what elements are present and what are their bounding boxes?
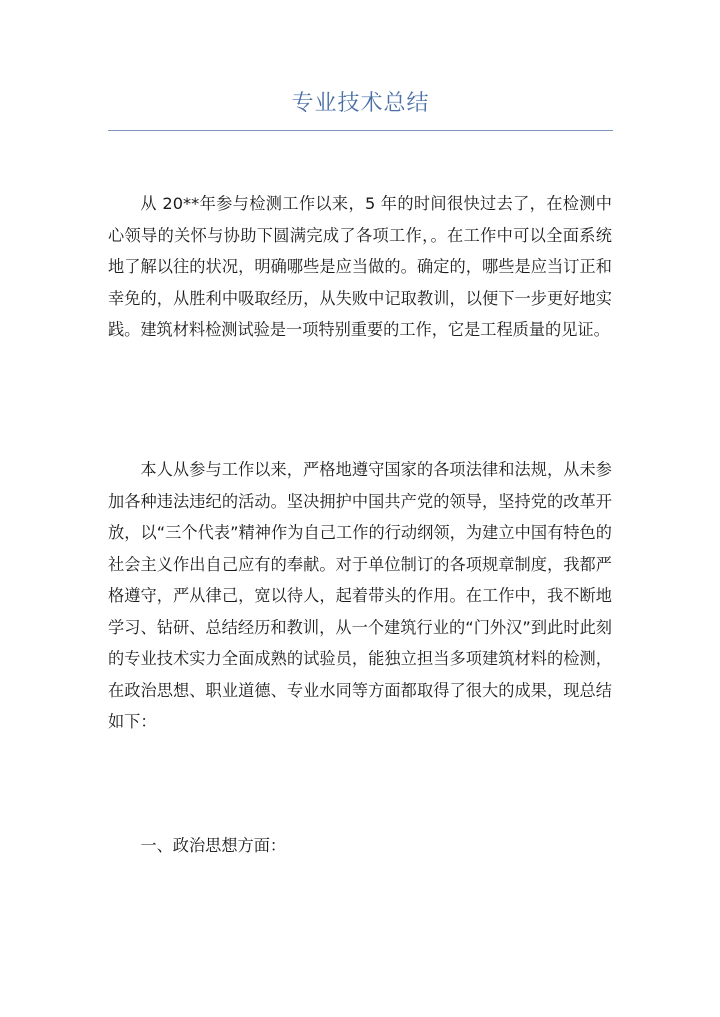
paragraph-1: 从 20**年参与检测工作以来，5 年的时间很快过去了，在检测中心领导的关怀与协助下圆满完成了各项工作，。在工作中可以全面系统地了解以往的状况，明确哪些是应当做的。确定的，哪些是应当订正和幸免的，从胜利中吸取经历，从失败中记取教训，以便下一步更好地实践。建筑材料检测试验是一项特别重要的工作，它是工程质量的见证。 bbox=[108, 194, 612, 339]
document-title: 专业技术总结 bbox=[291, 91, 430, 116]
paragraph-2: 本人从参与工作以来，严格地遵守国家的各项法律和法规，从未参加各种违法违纪的活动。坚决拥护中国共产党的领导，坚持党的改革开放，以“三个代表”精神作为自己工作的行动纲领，为建立中国有特色的社会主义作出自己应有的奉献。对于单位制订的各项规章制度，我都严格遵守，严从律己，宽以待人，起着带头的作用。在工作中，我不断地学习、钻研、总结经历和教训，从一个建筑行业的“门外汉”到此时此刻的专业技术实力全面成熟的试验员，能独立担当多项建筑材料的检测，在政治思想、职业道德、专业水同等方面都取得了很大的成果，现总结如下： bbox=[108, 460, 612, 731]
section-heading: 一、政治思想方面： bbox=[140, 836, 287, 855]
title-underline-divider bbox=[108, 130, 613, 131]
